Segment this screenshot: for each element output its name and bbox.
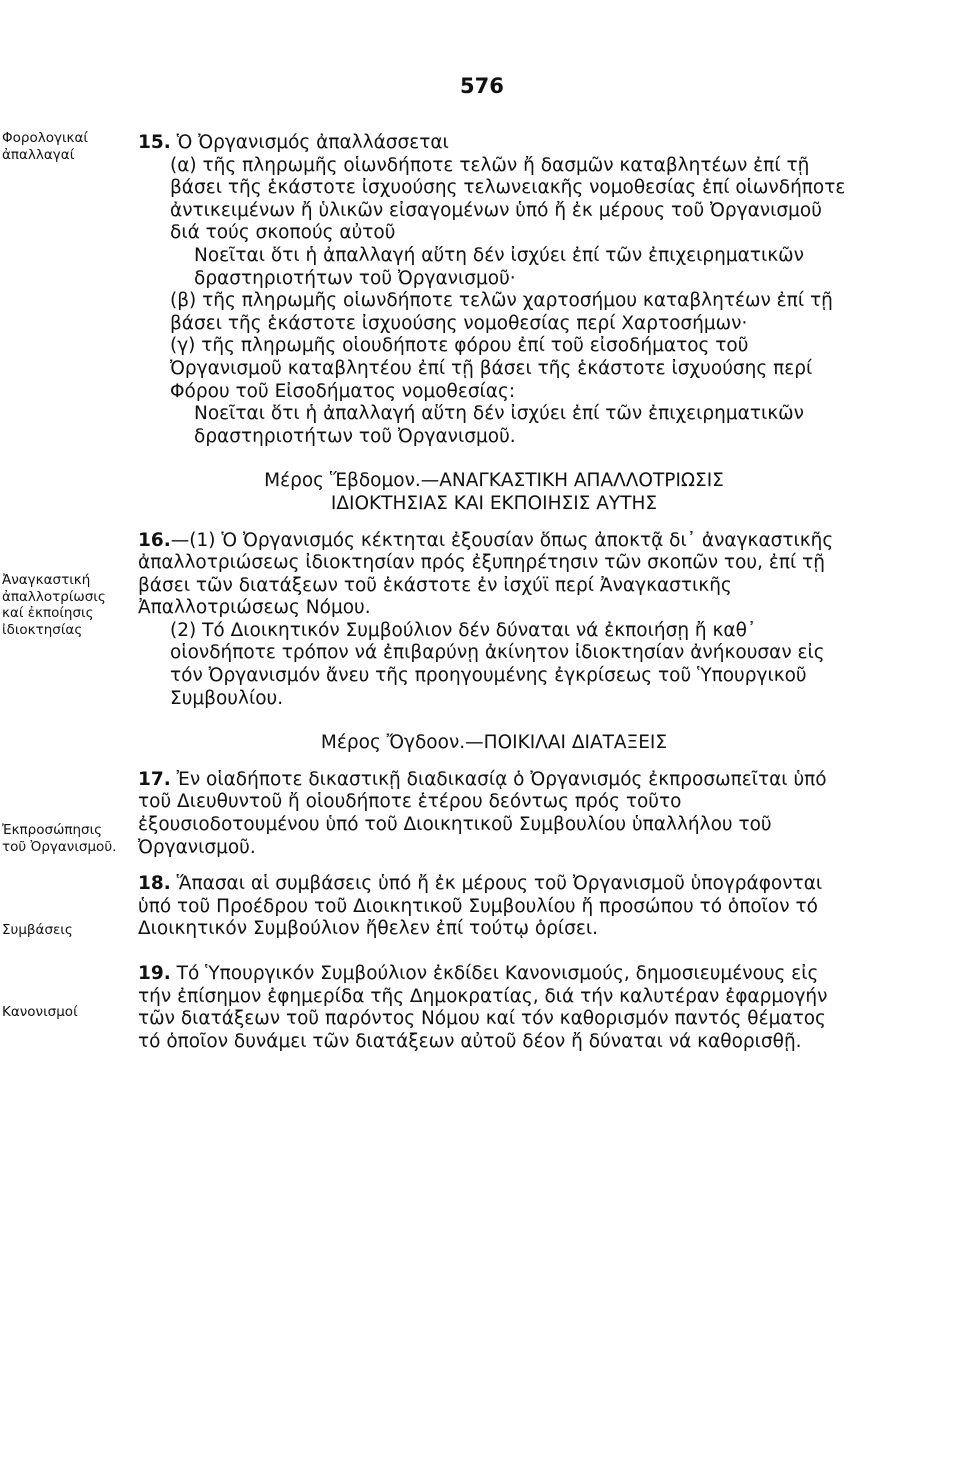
section-number: 17. xyxy=(138,768,171,790)
section-heading: Ὁ Ὀργανισμός ἀπαλλάσσεται xyxy=(176,132,449,153)
margin-note-regulations: Κανονισμοί xyxy=(2,1004,78,1020)
section-15-item-a: (α) τῆς πληρωμῆς οἱωνδήποτε τελῶν ἤ δασμῶν καταβλητέων ἐπί τῇ βάσει τῆς ἑκάστοτε ἰσχυούσης τελωνειακῆς νομοθεσίας ἐπί οἱωνδήποτε ἀντικειμένων ἤ ὑλικῶν εἰσαγομένων ὑπό ἤ ἐκ μέρους τοῦ Ὀργανισμοῦ διά τούς σκοπούς αὐτοῦ xyxy=(170,154,846,244)
section-15-proviso-a: Νοεῖται ὅτι ἡ ἀπαλλαγή αὕτη δέν ἰσχύει ἐπί τῶν ἐπιχειρηματικῶν δραστηριοτήτων τοῦ Ὀργανισμοῦ· xyxy=(194,244,804,289)
part-8-title: Μέρος Ὄγδοον.—ΠΟΙΚΙΛΑΙ ΔΙΑΤΑΞΕΙΣ xyxy=(320,732,668,754)
section-15-item-b: (β) τῆς πληρωμῆς οἱωνδήποτε τελῶν χαρτοσήμου καταβλητέων ἐπί τῇ βάσει τῆς ἑκάστοτε ἰσχυούσης νομοθεσίας περί Χαρτοσήμων· xyxy=(170,290,833,334)
section-19-text: Τό Ὑπουργικόν Συμβούλιον ἐκδίδει Κανονισμούς, δημοσιευμένους εἰς τήν ἐπίσημον ἐφημερίδα τῆς Δημοκρατίας, διά τήν καλυτέραν ἐφαρμογήν τῶν διατάξεων τοῦ παρόντος Νόμου καί τόν καθορισμόν παντός θέματος τό ὁποῖον δυνάμει τῶν διατάξεων αὐτοῦ δέον ἤ δύναται νά καθορισθῇ. xyxy=(138,963,828,1052)
document-body xyxy=(138,132,850,1053)
section-number: 19. xyxy=(138,963,171,984)
section-18-text: Ἅπασαι αἱ συμβάσεις ὑπό ἤ ἐκ μέρους τοῦ Ὀργανισμοῦ ὑπογράφονται ὑπό τοῦ Προέδρου τοῦ Διοικητικοῦ Συμβουλίου ἤ προσώπου τό ὁποῖον τό Διοικητικόν Συμβούλιον ἤθελεν ἐπί τούτῳ ὁρίσει. xyxy=(138,873,823,940)
section-15-heading xyxy=(138,132,850,155)
margin-note-contracts: Συμβάσεις xyxy=(2,922,73,938)
section-17-paragraph xyxy=(138,769,850,859)
section-15-proviso-c: Νοεῖται ὅτι ἡ ἀπαλλαγή αὕτη δέν ἰσχύει ἐπί τῶν ἐπιχειρηματικῶν δραστηριοτήτων τοῦ Ὀργανισμοῦ. xyxy=(194,403,804,447)
margin-note-compulsory-acquisition: Ἀναγκαστική ἀπαλλοτρίωσις καί ἐκποίησις ἰδιοκτησίας xyxy=(2,572,106,638)
section-number: 16. xyxy=(138,529,171,551)
section-17-text: Ἐν οἱαδήποτε δικαστικῇ διαδικασίᾳ ὁ Ὀργανισμός ἐκπροσωπεῖται ὑπό τοῦ Διευθυντοῦ ἤ οἱουδήποτε ἑτέρου δεόντως πρός τοῦτο ἐξουσιοδοτουμένου ὑπό τοῦ Διοικητικοῦ Συμβουλίου ὑπαλλήλου τοῦ Ὀργανισμοῦ. xyxy=(138,768,827,858)
section-15-item-c: (γ) τῆς πληρωμῆς οἱουδήποτε φόρου ἐπί τοῦ εἰσοδήματος τοῦ Ὀργανισμοῦ καταβλητέου ἐπί τῇ βάσει τῆς ἑκάστοτε ἰσχυούσης περί Φόρου τοῦ Εἰσοδήματος νομοθεσίας: xyxy=(170,335,813,402)
section-16-paragraph-1 xyxy=(138,530,850,620)
section-number: 18. xyxy=(138,873,171,895)
part-7-title-line-1: Μέρος Ἕβδομον.—ΑΝΑΓΚΑΣΤΙΚΗ ΑΠΑΛΛΟΤΡΙΩΣΙΣ xyxy=(264,470,724,492)
margin-note-tax-exemptions: Φορολογικαί ἀπαλλαγαί xyxy=(2,130,88,163)
part-7-title-line-2: ΙΔΙΟΚΤΗΣΙΑΣ ΚΑΙ ΕΚΠΟΙΗΣΙΣ ΑΥΤΗΣ xyxy=(330,492,658,514)
section-number: 15. xyxy=(138,132,171,153)
margin-note-representation: Ἐκπροσώπησις τοῦ Ὀργανισμοῦ. xyxy=(2,822,117,855)
page-number: 576 xyxy=(460,74,504,98)
section-18-paragraph xyxy=(138,873,850,941)
section-19-paragraph xyxy=(138,963,850,1053)
section-16-text: —(1) Ὁ Ὀργανισμός κέκτηται ἐξουσίαν ὅπως ἀποκτᾷ δι᾽ ἀναγκαστικῆς ἀπαλλοτριώσεως ἰδιοκτησίαν πρός ἐξυπηρέτησιν τῶν σκοπῶν του, ἐπί τῇ βάσει τῶν διατάξεων τοῦ ἑκάστοτε ἐν ἰσχύϊ περί Ἀναγκαστικῆς Ἀπαλλοτριώσεως Νόμου. xyxy=(138,529,834,619)
section-16-paragraph-2: (2) Τό Διοικητικόν Συμβούλιον δέν δύναται νά ἐκποιήσῃ ἤ καθ᾽ οἱονδήποτε τρόπον νά ἐπιβαρύνῃ ἀκίνητον ἰδιοκτησίαν ἀνήκουσαν εἰς τόν Ὀργανισμόν ἄνευ τῆς προηγουμένης ἐγκρίσεως τοῦ Ὑπουργικοῦ Συμβουλίου. xyxy=(170,619,825,709)
